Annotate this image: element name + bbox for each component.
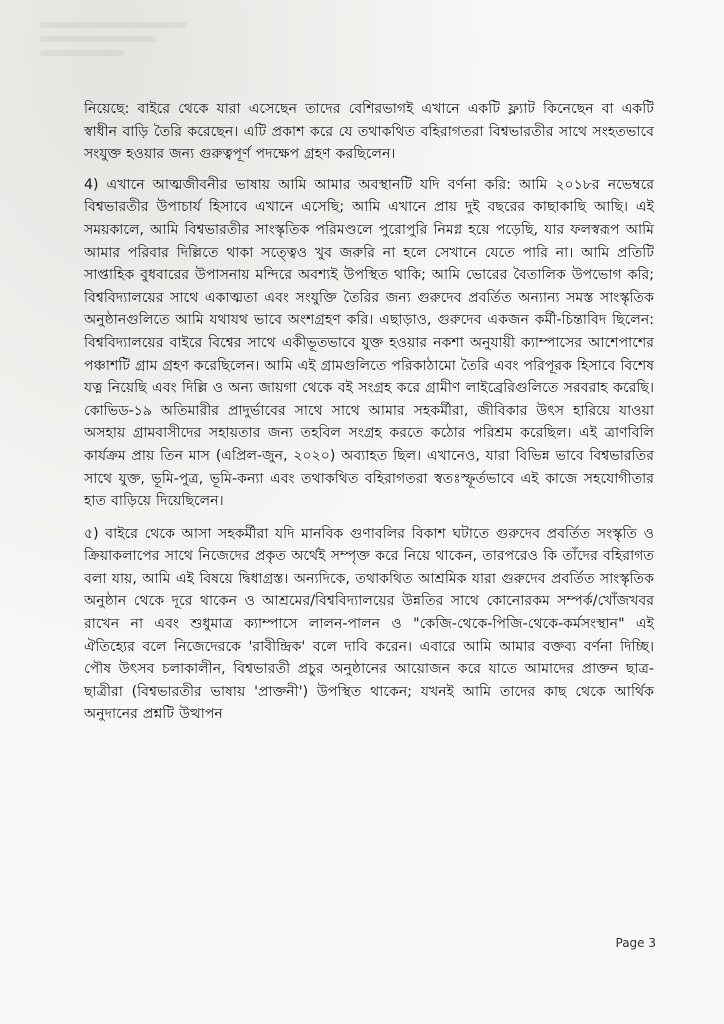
- faint-letterhead-bleed: [40, 14, 250, 84]
- page-number: Page 3: [615, 936, 656, 950]
- paragraph-2: 4) এখানে আত্মজীবনীর ভাষায় আমি আমার অবস্থানটি যদি বর্ণনা করি: আমি ২০১৮র নভেম্বরে বিশ্বভারতীর উপাচার্য হিসাবে এখানে এসেছি; আমি এখানে প্রায় দুই বছরের কাছাকাছি আছি। এই সময়কালে, আমি বিশ্বভারতীর সাংস্কৃতিক পরিমণ্ডলে পুরোপুরি নিমগ্ন হয়ে পড়েছি, যার ফলস্বরূপ আমি আমার পরিবার দিল্লিতে থাকা সত্ত্বেও খুব জরুরি না হলে সেখানে যেতে পারি না। আমি প্রতিটি সাপ্তাহিক বুধবারের উপাসনায় মন্দিরে অবশ্যই উপস্থিত থাকি; আমি ভোরের বৈতালিক উপভোগ করি; বিশ্ববিদ্যালয়ের সাথে একাত্মতা এবং সংযুক্তি তৈরির জন্য গুরুদেব প্রবর্তিত অন্যান্য সমস্ত সাংস্কৃতিক অনুষ্ঠানগুলিতে আমি যথাযথ ভাবে অংশগ্রহণ করি। এছাড়াও, গুরুদেব একজন কর্মী-চিন্তাবিদ ছিলেন: বিশ্ববিদ্যালয়ের বাইরে বিশ্বের সাথে একীভূতভাবে যুক্ত হওয়ার নকশা অনুযায়ী ক্যাম্পাসের আশেপাশের পঞ্চাশটি গ্রাম গ্রহণ করেছিলেন। আমি এই গ্রামগুলিতে পরিকাঠামো তৈরি এবং পরিপূরক হিসাবে বিশেষ যত্ন নিয়েছি এবং দিল্লি ও অন্য জায়গা থেকে বই সংগ্রহ করে গ্রামীণ লাইব্রেরিগুলিতে সরবরাহ করেছি। কোভিড-১৯ অতিমারীর প্রাদুর্ভাবের সাথে সাথে আমার সহকর্মীরা, জীবিকার উৎস হারিয়ে যাওয়া অসহায় গ্রামবাসীদের সহায়তার জন্য তহবিল সংগ্রহ করতে কঠোর পরিশ্রম করেছিল। এই ত্রাণবিলি কার্যক্রম প্রায় তিন মাস (এপ্রিল-জুন, ২০২০) অব্যাহত ছিল। এখানেও, যারা বিভিন্ন ভাবে বিশ্বভারতির সাথে যুক্ত, ভূমি-পুত্র, ভূমি-কন্যা এবং তথাকথিত বহিরাগতরা স্বতঃস্ফূর্তভাবে এই কাজে সহযোগীতার হাত বাড়িয়ে দিয়েছিলেন।: [84, 176, 654, 510]
- paragraph-1: নিয়েছে: বাইরে থেকে যারা এসেছেন তাদের বেশিরভাগই এখানে একটি ফ্ল্যাট কিনেছেন বা একটি স্বাধীন বাড়ি তৈরি করেছেন। এটি প্রকাশ করে যে তথাকথিত বহিরাগতরা বিশ্বভারতীর সাথে সংহতভাবে সংযুক্ত হওয়ার জন্য গুরুত্বপূর্ণ পদক্ষেপ গ্রহণ করছিলেন।: [84, 101, 654, 163]
- document-body: [84, 98, 654, 736]
- paragraph-3: ৫) বাইরে থেকে আসা সহকর্মীরা যদি মানবিক গুণাবলির বিকাশ ঘটাতে গুরুদেব প্রবর্তিত সংস্কৃতি ও ক্রিয়াকলাপের সাথে নিজেদের প্রকৃত অর্থেই সম্পৃক্ত করে নিয়ে থাকেন, তারপরেও কি তাঁদের বহিরাগত বলা যায়, আমি এই বিষয়ে দ্বিধাগ্রস্ত। অন্যদিকে, তথাকথিত আশ্রমিক যারা গুরুদেব প্রবর্তিত সাংস্কৃতিক অনুষ্ঠান থেকে দূরে থাকেন ও আশ্রমের/বিশ্ববিদ্যালয়ের উন্নতির সাথে কোনোরকম সম্পর্ক/খোঁজখবর রাখেন না এবং শুধুমাত্র ক্যাম্পাসে লালন-পালন ও "কেজি-থেকে-পিজি-থেকে-কর্মসংস্থান" এই ঐতিহ্যের বলে নিজেদেরকে 'রাবীন্দ্রিক' বলে দাবি করেন। এবারে আমি আমার বক্তব্য বর্ণনা দিচ্ছি। পৌষ উৎসব চলাকালীন, বিশ্বভারতী প্রচুর অনুষ্ঠানের আয়োজন করে যাতে আমাদের প্রাক্তন ছাত্র-ছাত্রীরা (বিশ্বভারতীর ভাষায় 'প্রাক্তনী') উপস্থিত থাকেন; যখনই আমি তাদের কাছ থেকে আর্থিক অনুদানের প্রশ্নটি উত্থাপন: [84, 525, 654, 723]
